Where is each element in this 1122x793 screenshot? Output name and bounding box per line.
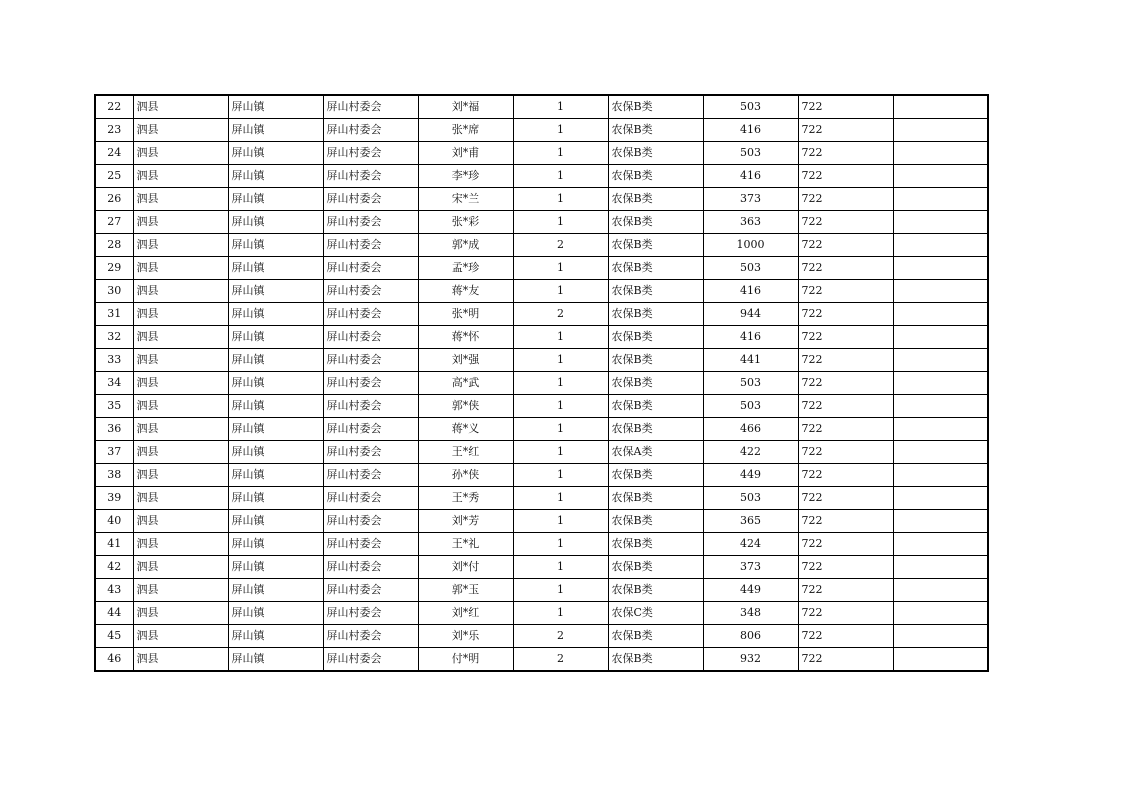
- name-cell: 宋*兰: [418, 188, 513, 211]
- row-number-cell: 28: [95, 234, 133, 257]
- name-cell: 刘*付: [418, 556, 513, 579]
- amount-cell: 503: [703, 487, 798, 510]
- village-cell: 屏山村委会: [323, 441, 418, 464]
- note-cell: [893, 533, 988, 556]
- row-number-cell: 36: [95, 418, 133, 441]
- village-cell: 屏山村委会: [323, 326, 418, 349]
- county-cell: 泗县: [133, 119, 228, 142]
- row-number-cell: 27: [95, 211, 133, 234]
- name-cell: 蒋*友: [418, 280, 513, 303]
- village-cell: 屏山村委会: [323, 349, 418, 372]
- name-cell: 刘*福: [418, 95, 513, 119]
- note-cell: [893, 95, 988, 119]
- amount-cell: 424: [703, 533, 798, 556]
- code-cell: 722: [798, 234, 893, 257]
- row-number-cell: 44: [95, 602, 133, 625]
- county-cell: 泗县: [133, 257, 228, 280]
- note-cell: [893, 303, 988, 326]
- name-cell: 郭*侠: [418, 395, 513, 418]
- category-cell: 农保B类: [608, 211, 703, 234]
- village-cell: 屏山村委会: [323, 487, 418, 510]
- village-cell: 屏山村委会: [323, 648, 418, 672]
- town-cell: 屏山镇: [228, 372, 323, 395]
- category-cell: 农保B类: [608, 188, 703, 211]
- note-cell: [893, 372, 988, 395]
- category-cell: 农保B类: [608, 165, 703, 188]
- town-cell: 屏山镇: [228, 142, 323, 165]
- village-cell: 屏山村委会: [323, 211, 418, 234]
- amount-cell: 416: [703, 326, 798, 349]
- household-count-cell: 1: [513, 487, 608, 510]
- town-cell: 屏山镇: [228, 165, 323, 188]
- code-cell: 722: [798, 648, 893, 672]
- household-count-cell: 1: [513, 579, 608, 602]
- name-cell: 张*明: [418, 303, 513, 326]
- county-cell: 泗县: [133, 602, 228, 625]
- village-cell: 屏山村委会: [323, 142, 418, 165]
- town-cell: 屏山镇: [228, 533, 323, 556]
- row-number-cell: 23: [95, 119, 133, 142]
- name-cell: 王*红: [418, 441, 513, 464]
- table-row: [95, 188, 988, 211]
- row-number-cell: 30: [95, 280, 133, 303]
- village-cell: 屏山村委会: [323, 625, 418, 648]
- row-number-cell: 26: [95, 188, 133, 211]
- amount-cell: 373: [703, 188, 798, 211]
- row-number-cell: 40: [95, 510, 133, 533]
- household-count-cell: 1: [513, 280, 608, 303]
- county-cell: 泗县: [133, 349, 228, 372]
- table-row: [95, 165, 988, 188]
- village-cell: 屏山村委会: [323, 395, 418, 418]
- table-row: [95, 234, 988, 257]
- code-cell: 722: [798, 188, 893, 211]
- category-cell: 农保B类: [608, 303, 703, 326]
- county-cell: 泗县: [133, 648, 228, 672]
- category-cell: 农保A类: [608, 441, 703, 464]
- county-cell: 泗县: [133, 280, 228, 303]
- row-number-cell: 45: [95, 625, 133, 648]
- category-cell: 农保B类: [608, 234, 703, 257]
- household-count-cell: 1: [513, 119, 608, 142]
- name-cell: 蒋*义: [418, 418, 513, 441]
- amount-cell: 416: [703, 119, 798, 142]
- note-cell: [893, 119, 988, 142]
- household-count-cell: 1: [513, 372, 608, 395]
- town-cell: 屏山镇: [228, 464, 323, 487]
- code-cell: 722: [798, 326, 893, 349]
- village-cell: 屏山村委会: [323, 418, 418, 441]
- amount-cell: 441: [703, 349, 798, 372]
- category-cell: 农保B类: [608, 280, 703, 303]
- code-cell: 722: [798, 395, 893, 418]
- village-cell: 屏山村委会: [323, 510, 418, 533]
- table-row: [95, 372, 988, 395]
- note-cell: [893, 211, 988, 234]
- note-cell: [893, 648, 988, 672]
- table-row: [95, 441, 988, 464]
- row-number-cell: 46: [95, 648, 133, 672]
- county-cell: 泗县: [133, 487, 228, 510]
- code-cell: 722: [798, 119, 893, 142]
- amount-cell: 449: [703, 579, 798, 602]
- household-count-cell: 1: [513, 188, 608, 211]
- note-cell: [893, 395, 988, 418]
- amount-cell: 422: [703, 441, 798, 464]
- village-cell: 屏山村委会: [323, 234, 418, 257]
- county-cell: 泗县: [133, 579, 228, 602]
- county-cell: 泗县: [133, 556, 228, 579]
- row-number-cell: 39: [95, 487, 133, 510]
- county-cell: 泗县: [133, 95, 228, 119]
- village-cell: 屏山村委会: [323, 464, 418, 487]
- category-cell: 农保B类: [608, 326, 703, 349]
- village-cell: 屏山村委会: [323, 579, 418, 602]
- amount-cell: 503: [703, 95, 798, 119]
- name-cell: 孙*侠: [418, 464, 513, 487]
- code-cell: 722: [798, 441, 893, 464]
- village-cell: 屏山村委会: [323, 257, 418, 280]
- town-cell: 屏山镇: [228, 349, 323, 372]
- county-cell: 泗县: [133, 142, 228, 165]
- category-cell: 农保B类: [608, 579, 703, 602]
- name-cell: 付*明: [418, 648, 513, 672]
- amount-cell: 503: [703, 142, 798, 165]
- category-cell: 农保B类: [608, 418, 703, 441]
- name-cell: 孟*珍: [418, 257, 513, 280]
- code-cell: 722: [798, 533, 893, 556]
- note-cell: [893, 602, 988, 625]
- town-cell: 屏山镇: [228, 625, 323, 648]
- household-count-cell: 1: [513, 165, 608, 188]
- table-row: [95, 556, 988, 579]
- code-cell: 722: [798, 349, 893, 372]
- category-cell: 农保C类: [608, 602, 703, 625]
- row-number-cell: 42: [95, 556, 133, 579]
- amount-cell: 1000: [703, 234, 798, 257]
- name-cell: 张*席: [418, 119, 513, 142]
- table-row: [95, 303, 988, 326]
- county-cell: 泗县: [133, 510, 228, 533]
- county-cell: 泗县: [133, 326, 228, 349]
- table-row: [95, 395, 988, 418]
- town-cell: 屏山镇: [228, 487, 323, 510]
- town-cell: 屏山镇: [228, 234, 323, 257]
- table-row: [95, 510, 988, 533]
- records-table: [94, 94, 989, 672]
- note-cell: [893, 579, 988, 602]
- amount-cell: 373: [703, 556, 798, 579]
- row-number-cell: 31: [95, 303, 133, 326]
- town-cell: 屏山镇: [228, 602, 323, 625]
- category-cell: 农保B类: [608, 487, 703, 510]
- household-count-cell: 2: [513, 303, 608, 326]
- household-count-cell: 1: [513, 349, 608, 372]
- village-cell: 屏山村委会: [323, 303, 418, 326]
- note-cell: [893, 257, 988, 280]
- household-count-cell: 1: [513, 533, 608, 556]
- note-cell: [893, 280, 988, 303]
- name-cell: 李*珍: [418, 165, 513, 188]
- household-count-cell: 1: [513, 441, 608, 464]
- amount-cell: 363: [703, 211, 798, 234]
- row-number-cell: 22: [95, 95, 133, 119]
- amount-cell: 503: [703, 372, 798, 395]
- town-cell: 屏山镇: [228, 395, 323, 418]
- code-cell: 722: [798, 625, 893, 648]
- name-cell: 蒋*怀: [418, 326, 513, 349]
- table-row: [95, 280, 988, 303]
- code-cell: 722: [798, 142, 893, 165]
- table-row: [95, 625, 988, 648]
- table-row: [95, 326, 988, 349]
- code-cell: 722: [798, 211, 893, 234]
- village-cell: 屏山村委会: [323, 188, 418, 211]
- town-cell: 屏山镇: [228, 280, 323, 303]
- note-cell: [893, 625, 988, 648]
- town-cell: 屏山镇: [228, 441, 323, 464]
- table-row: [95, 119, 988, 142]
- code-cell: 722: [798, 303, 893, 326]
- amount-cell: 503: [703, 395, 798, 418]
- note-cell: [893, 464, 988, 487]
- household-count-cell: 1: [513, 211, 608, 234]
- table-row: [95, 487, 988, 510]
- household-count-cell: 1: [513, 326, 608, 349]
- table-row: [95, 211, 988, 234]
- category-cell: 农保B类: [608, 510, 703, 533]
- code-cell: 722: [798, 418, 893, 441]
- town-cell: 屏山镇: [228, 326, 323, 349]
- code-cell: 722: [798, 165, 893, 188]
- category-cell: 农保B类: [608, 395, 703, 418]
- village-cell: 屏山村委会: [323, 95, 418, 119]
- household-count-cell: 2: [513, 648, 608, 672]
- category-cell: 农保B类: [608, 257, 703, 280]
- note-cell: [893, 142, 988, 165]
- village-cell: 屏山村委会: [323, 533, 418, 556]
- name-cell: 王*秀: [418, 487, 513, 510]
- table-row: [95, 648, 988, 672]
- county-cell: 泗县: [133, 165, 228, 188]
- name-cell: 郭*玉: [418, 579, 513, 602]
- code-cell: 722: [798, 487, 893, 510]
- category-cell: 农保B类: [608, 556, 703, 579]
- county-cell: 泗县: [133, 234, 228, 257]
- county-cell: 泗县: [133, 303, 228, 326]
- table-row: [95, 349, 988, 372]
- town-cell: 屏山镇: [228, 648, 323, 672]
- table-body: [95, 95, 988, 671]
- household-count-cell: 1: [513, 510, 608, 533]
- village-cell: 屏山村委会: [323, 602, 418, 625]
- name-cell: 刘*芳: [418, 510, 513, 533]
- code-cell: 722: [798, 579, 893, 602]
- code-cell: 722: [798, 556, 893, 579]
- household-count-cell: 2: [513, 234, 608, 257]
- town-cell: 屏山镇: [228, 95, 323, 119]
- row-number-cell: 32: [95, 326, 133, 349]
- county-cell: 泗县: [133, 533, 228, 556]
- table-row: [95, 142, 988, 165]
- row-number-cell: 35: [95, 395, 133, 418]
- county-cell: 泗县: [133, 188, 228, 211]
- amount-cell: 449: [703, 464, 798, 487]
- household-count-cell: 1: [513, 95, 608, 119]
- row-number-cell: 25: [95, 165, 133, 188]
- household-count-cell: 2: [513, 625, 608, 648]
- table-row: [95, 95, 988, 119]
- village-cell: 屏山村委会: [323, 165, 418, 188]
- town-cell: 屏山镇: [228, 579, 323, 602]
- amount-cell: 416: [703, 280, 798, 303]
- name-cell: 刘*红: [418, 602, 513, 625]
- table-row: [95, 464, 988, 487]
- category-cell: 农保B类: [608, 464, 703, 487]
- note-cell: [893, 188, 988, 211]
- code-cell: 722: [798, 372, 893, 395]
- amount-cell: 932: [703, 648, 798, 672]
- category-cell: 农保B类: [608, 372, 703, 395]
- table-row: [95, 418, 988, 441]
- category-cell: 农保B类: [608, 349, 703, 372]
- amount-cell: 503: [703, 257, 798, 280]
- household-count-cell: 1: [513, 142, 608, 165]
- category-cell: 农保B类: [608, 142, 703, 165]
- amount-cell: 365: [703, 510, 798, 533]
- note-cell: [893, 487, 988, 510]
- amount-cell: 806: [703, 625, 798, 648]
- name-cell: 王*礼: [418, 533, 513, 556]
- row-number-cell: 38: [95, 464, 133, 487]
- table-row: [95, 579, 988, 602]
- amount-cell: 944: [703, 303, 798, 326]
- name-cell: 郭*成: [418, 234, 513, 257]
- amount-cell: 416: [703, 165, 798, 188]
- note-cell: [893, 418, 988, 441]
- county-cell: 泗县: [133, 441, 228, 464]
- category-cell: 农保B类: [608, 533, 703, 556]
- town-cell: 屏山镇: [228, 211, 323, 234]
- town-cell: 屏山镇: [228, 119, 323, 142]
- note-cell: [893, 441, 988, 464]
- name-cell: 刘*乐: [418, 625, 513, 648]
- code-cell: 722: [798, 280, 893, 303]
- amount-cell: 466: [703, 418, 798, 441]
- category-cell: 农保B类: [608, 625, 703, 648]
- household-count-cell: 1: [513, 257, 608, 280]
- row-number-cell: 37: [95, 441, 133, 464]
- code-cell: 722: [798, 257, 893, 280]
- row-number-cell: 41: [95, 533, 133, 556]
- name-cell: 张*彩: [418, 211, 513, 234]
- town-cell: 屏山镇: [228, 303, 323, 326]
- household-count-cell: 1: [513, 418, 608, 441]
- category-cell: 农保B类: [608, 119, 703, 142]
- village-cell: 屏山村委会: [323, 372, 418, 395]
- county-cell: 泗县: [133, 418, 228, 441]
- row-number-cell: 43: [95, 579, 133, 602]
- category-cell: 农保B类: [608, 95, 703, 119]
- name-cell: 高*武: [418, 372, 513, 395]
- note-cell: [893, 510, 988, 533]
- household-count-cell: 1: [513, 395, 608, 418]
- note-cell: [893, 349, 988, 372]
- village-cell: 屏山村委会: [323, 556, 418, 579]
- town-cell: 屏山镇: [228, 188, 323, 211]
- village-cell: 屏山村委会: [323, 280, 418, 303]
- name-cell: 刘*强: [418, 349, 513, 372]
- note-cell: [893, 165, 988, 188]
- town-cell: 屏山镇: [228, 510, 323, 533]
- name-cell: 刘*甫: [418, 142, 513, 165]
- table-row: [95, 602, 988, 625]
- code-cell: 722: [798, 464, 893, 487]
- household-count-cell: 1: [513, 464, 608, 487]
- category-cell: 农保B类: [608, 648, 703, 672]
- county-cell: 泗县: [133, 395, 228, 418]
- village-cell: 屏山村委会: [323, 119, 418, 142]
- row-number-cell: 33: [95, 349, 133, 372]
- household-count-cell: 1: [513, 602, 608, 625]
- amount-cell: 348: [703, 602, 798, 625]
- row-number-cell: 34: [95, 372, 133, 395]
- note-cell: [893, 556, 988, 579]
- row-number-cell: 29: [95, 257, 133, 280]
- county-cell: 泗县: [133, 625, 228, 648]
- household-count-cell: 1: [513, 556, 608, 579]
- town-cell: 屏山镇: [228, 418, 323, 441]
- note-cell: [893, 326, 988, 349]
- county-cell: 泗县: [133, 464, 228, 487]
- county-cell: 泗县: [133, 211, 228, 234]
- table-row: [95, 533, 988, 556]
- note-cell: [893, 234, 988, 257]
- code-cell: 722: [798, 510, 893, 533]
- table-row: [95, 257, 988, 280]
- town-cell: 屏山镇: [228, 257, 323, 280]
- code-cell: 722: [798, 95, 893, 119]
- county-cell: 泗县: [133, 372, 228, 395]
- row-number-cell: 24: [95, 142, 133, 165]
- code-cell: 722: [798, 602, 893, 625]
- town-cell: 屏山镇: [228, 556, 323, 579]
